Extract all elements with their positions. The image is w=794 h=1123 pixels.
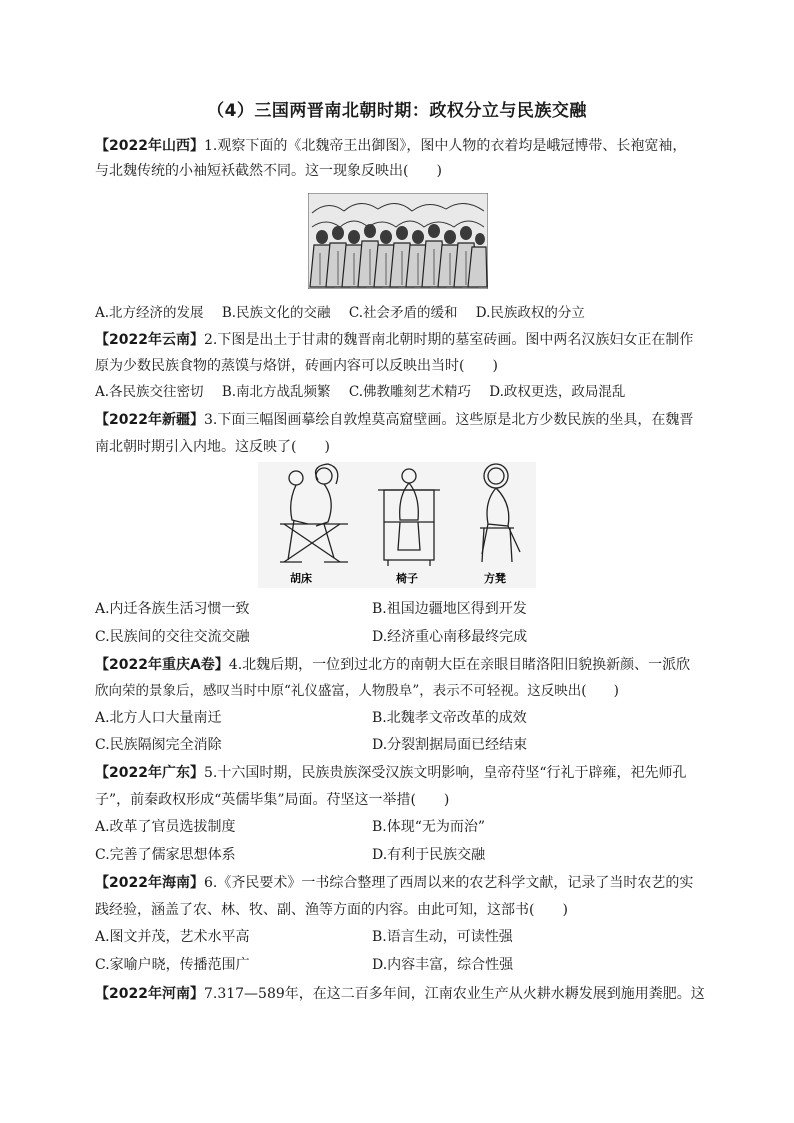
question-2-line-2: 原为少数民族食物的蒸馍与烙饼，砖画内容可以反映出当时( ) bbox=[95, 358, 498, 374]
question-3-source-tag: 【2022年新疆】 bbox=[95, 412, 204, 428]
question-6-option-c[interactable]: C.家喻户晓，传播范围广 bbox=[95, 957, 250, 973]
question-4-option-a[interactable]: A.北方人口大量南迁 bbox=[95, 710, 222, 726]
question-1-option-c[interactable]: C.社会矛盾的缓和 bbox=[348, 305, 458, 321]
question-3-line-1: 【2022年新疆】3.下面三幅图画摹绘自敦煌莫高窟壁画。这些原是北方少数民族的坐具，在魏晋 bbox=[95, 412, 694, 428]
question-1-option-b[interactable]: B.民族文化的交融 bbox=[221, 305, 331, 321]
question-4-option-c[interactable]: C.民族隔阂完全消除 bbox=[95, 737, 222, 753]
question-4-option-b[interactable]: B.北魏孝文帝改革的成效 bbox=[372, 710, 527, 726]
question-6-option-d[interactable]: D.内容丰富，综合性强 bbox=[372, 957, 514, 973]
question-3-option-b[interactable]: B.祖国边疆地区得到开发 bbox=[372, 601, 527, 617]
question-5-option-c[interactable]: C.完善了儒家思想体系 bbox=[95, 847, 236, 863]
question-2-option-c[interactable]: C.佛教雕刻艺术精巧 bbox=[348, 384, 471, 400]
question-5-source-tag: 【2022年广东】 bbox=[95, 765, 204, 781]
dunhuang-seats-image bbox=[258, 462, 536, 588]
question-3-line-2: 南北朝时期引入内地。这反映了( ) bbox=[95, 439, 330, 455]
page-title: （4）三国两晋南北朝时期：政权分立与民族交融 bbox=[207, 101, 587, 121]
question-5-line-2: 子”，前秦政权形成“英儒毕集”局面。苻坚这一举措( ) bbox=[95, 792, 450, 808]
question-7-source-tag: 【2022年河南】 bbox=[95, 986, 204, 1002]
question-4-option-d[interactable]: D.分裂割据局面已经结束 bbox=[372, 737, 528, 753]
question-1-option-a[interactable]: A.北方经济的发展 bbox=[95, 305, 204, 321]
question-7-line-1: 【2022年河南】7.317—589年，在这二百多年间，江南农业生产从火耕水耨发展到施用粪肥。这 bbox=[95, 986, 705, 1002]
question-6-option-b[interactable]: B.语言生动，可读性强 bbox=[372, 929, 513, 945]
question-2-option-b[interactable]: B.南北方战乱频繁 bbox=[221, 384, 331, 400]
question-2-options bbox=[95, 382, 705, 402]
question-6-line-1: 【2022年海南】6.《齐民要术》一书综合整理了西周以来的农艺科学文献，记录了当时农艺的实 bbox=[95, 875, 694, 891]
caption-fang-deng: 方凳 bbox=[484, 572, 506, 585]
question-5-option-b[interactable]: B.体现“无为而治” bbox=[372, 819, 486, 835]
question-4-line-2: 欣向荣的景象后，感叹当时中原“礼仪盛富，人物殷阜”，表示不可轻视。这反映出( ) bbox=[95, 683, 619, 699]
question-1-options bbox=[95, 303, 705, 323]
question-3-option-a[interactable]: A.内迁各族生活习惯一致 bbox=[95, 601, 250, 617]
question-5-option-d[interactable]: D.有利于民族交融 bbox=[372, 847, 486, 863]
question-6-option-a[interactable]: A.图文并茂，艺术水平高 bbox=[95, 929, 250, 945]
question-2-source-tag: 【2022年云南】 bbox=[95, 332, 204, 348]
question-4-source-tag: 【2022年重庆A卷】 bbox=[95, 657, 229, 673]
question-1-option-d[interactable]: D.民族政权的分立 bbox=[475, 305, 585, 321]
question-6-source-tag: 【2022年海南】 bbox=[95, 875, 204, 891]
caption-yi-zi: 椅子 bbox=[396, 572, 418, 585]
question-3-option-d[interactable]: D.经济重心南移最终完成 bbox=[372, 629, 528, 645]
question-1-line-1: 【2022年山西】1.观察下面的《北魏帝王出御图》，图中人物的衣着均是峨冠博带、长袍宽袖， bbox=[95, 138, 687, 154]
question-2-option-a[interactable]: A.各民族交往密切 bbox=[95, 384, 204, 400]
caption-hu-chuang: 胡床 bbox=[290, 572, 312, 585]
question-3-option-c[interactable]: C.民族间的交往交流交融 bbox=[95, 629, 250, 645]
question-5-option-a[interactable]: A.改革了官员选拔制度 bbox=[95, 819, 236, 835]
question-1-line-2: 与北魏传统的小袖短袄截然不同。这一现象反映出( ) bbox=[95, 163, 442, 179]
question-6-line-2: 践经验，涵盖了农、林、牧、副、渔等方面的内容。由此可知，这部书( ) bbox=[95, 902, 568, 918]
question-1-source-tag: 【2022年山西】 bbox=[95, 138, 204, 154]
question-2-line-1: 【2022年云南】2.下图是出土于甘肃的魏晋南北朝时期的墓室砖画。图中两名汉族妇女正在制作 bbox=[95, 332, 694, 348]
question-2-option-d[interactable]: D.政权更迭，政局混乱 bbox=[489, 384, 626, 400]
question-5-line-1: 【2022年广东】5.十六国时期，民族贵族深受汉族文明影响，皇帝苻坚“行礼于辟雍，祀先师孔 bbox=[95, 765, 687, 781]
question-4-line-1: 【2022年重庆A卷】4.北魏后期，一位到过北方的南朝大臣在亲眼目睹洛阳旧貌换新颜、一派欣 bbox=[95, 657, 691, 673]
beiwei-emperor-procession-image bbox=[308, 193, 488, 289]
